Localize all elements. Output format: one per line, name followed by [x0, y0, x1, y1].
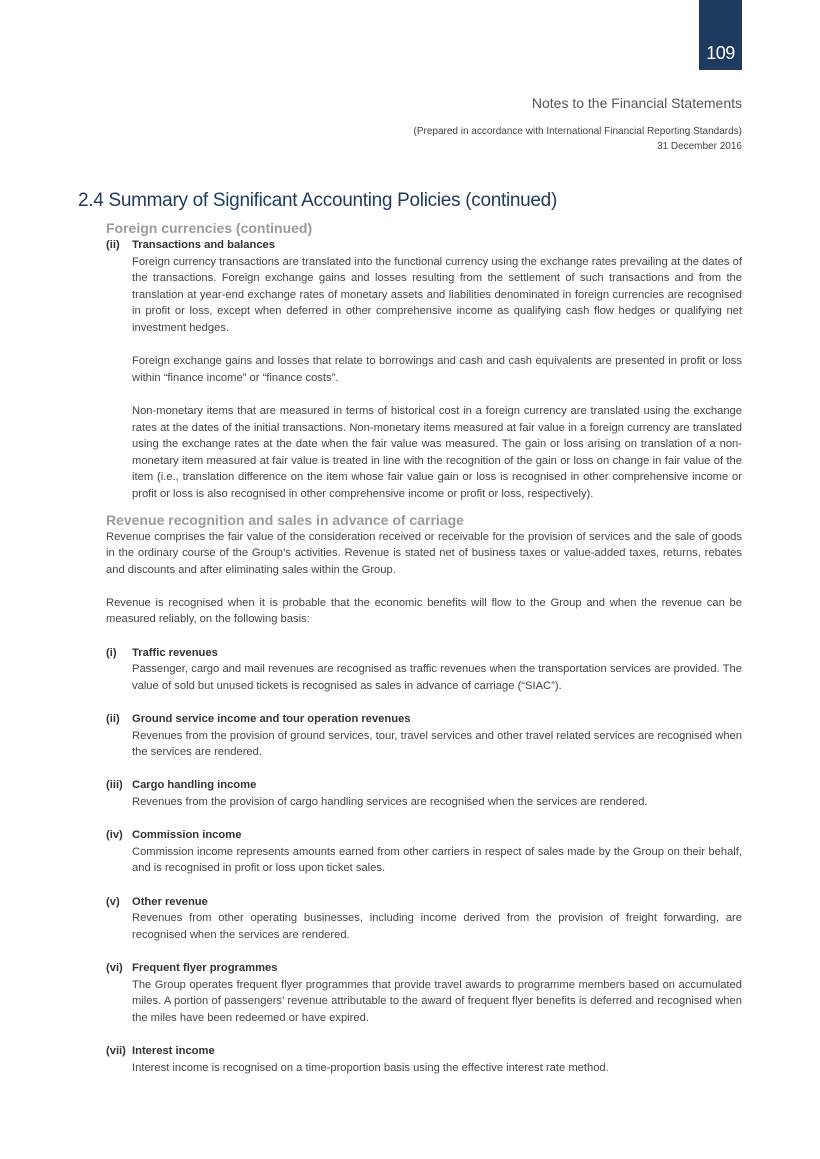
content-body — [106, 219, 742, 1076]
revenue-item — [106, 645, 742, 695]
item-text: Passenger, cargo and mail revenues are recognised as traffic revenues when the transportation services are provided. The value of sold but unused tickets is recognised as sales in advance of carriage (“SIAC”). — [132, 663, 742, 692]
paragraph: Revenue comprises the fair value of the consideration received or receivable for the provision of services and the sale of goods in the ordinary course of the Group’s activities. Revenue is stated net of business taxes or value-added taxes, returns, rebates and discounts and after eliminating sales within the Group. — [106, 530, 742, 576]
paragraph: Foreign exchange gains and losses that relate to borrowings and cash and cash equivalents are presented in profit or loss within “finance income” or “finance costs”. — [132, 355, 742, 384]
page-number-tab: 109 — [699, 0, 742, 70]
item-text: Revenues from the provision of cargo handling services are recognised when the services are rendered. — [132, 796, 648, 808]
item-number: (vi) — [106, 961, 123, 974]
item-text: Revenues from the provision of ground services, tour, travel services and other travel related services are recognised when the services are rendered. — [132, 729, 742, 759]
header-title: Notes to the Financial Statements — [531, 95, 742, 111]
item-title: Ground service income and tour operation revenues — [132, 713, 411, 726]
paragraph: Revenue is recognised when it is probable that the economic benefits will flow to the Group and when the revenue can be measured reliably, on the following basis: — [106, 596, 742, 626]
paragraph: Non-monetary items that are measured in terms of historical cost in a foreign currency are translated using the exchange rates at the dates of the initial transactions. Non-monetary items measured at fair value in a foreign currency are translated using the exchange rates at the date when the fair value was measured. The gain or loss arising on translation of a non-monetary item measured at fair value is treated in line with the recognition of the gain or loss on change in fair value of the item (i.e., translation difference on the item whose fair value gain or loss is recognised in other comprehensive income or profit or loss is also recognised in other comprehensive income or profit or loss, respectively). — [132, 404, 742, 500]
revenue-item — [106, 827, 742, 877]
header-subtitle-block — [413, 124, 742, 154]
foreign-currencies-heading: Foreign currencies (continued) — [106, 220, 313, 236]
item-text: Commission income represents amounts earned from other carriers in respect of sales made by the Group on their behalf, and is recognised in profit or loss upon ticket sales. — [132, 845, 742, 875]
item-number: (v) — [106, 895, 120, 908]
item-title: Frequent flyer programmes — [132, 961, 278, 974]
header-subtitle: (Prepared in accordance with International Financial Reporting Standards) — [413, 126, 742, 137]
item-text: Interest income is recognised on a time-proportion basis using the effective interest rate method. — [132, 1061, 609, 1074]
item-title: Other revenue — [132, 895, 208, 908]
item-number: (ii) — [106, 239, 120, 251]
item-text: The Group operates frequent flyer programmes that provide travel awards to programme members based on accumulated miles. A portion of passengers’ revenue attributable to the award of frequent flyer benefits is deferred and recognised when the miles have been redeemed or have expired. — [132, 978, 742, 1024]
item-number: (vii) — [106, 1044, 126, 1057]
item-title: Interest income — [132, 1044, 215, 1057]
revenue-item — [106, 1043, 742, 1076]
item-title: Traffic revenues — [132, 646, 218, 659]
revenue-item — [106, 894, 742, 944]
item-title: Commission income — [132, 829, 242, 842]
item-title: Cargo handling income — [132, 779, 257, 792]
paragraph: Foreign currency transactions are translated into the functional currency using the exchange rates prevailing at the dates of the transactions. Foreign exchange gains and losses resulting from the settlement of such transactions and from the translation at year-end exchange rates of monetary assets and liabilities denominated in foreign currencies are recognised in profit or loss, except when deferred in other comprehensive income as qualifying cash flow hedges or qualifying net investment hedges. — [132, 255, 742, 334]
revenue-item — [106, 960, 742, 1026]
item-number: (i) — [106, 646, 117, 659]
item-title: Transactions and balances — [132, 239, 276, 251]
section-title: 2.4 Summary of Significant Accounting Policies (continued) — [78, 190, 557, 211]
item-number: (iv) — [106, 829, 123, 842]
item-text: Revenues from other operating businesses, including income derived from the provision of freight forwarding, are recognised when the services are rendered. — [132, 912, 742, 941]
header-date: 31 December 2016 — [656, 141, 742, 152]
revenue-item — [106, 777, 742, 810]
item-number: (ii) — [106, 713, 120, 726]
item-number: (iii) — [106, 779, 123, 792]
revenue-heading: Revenue recognition and sales in advance of carriage — [106, 511, 464, 528]
revenue-item — [106, 711, 742, 761]
foreign-item-ii — [106, 237, 742, 503]
